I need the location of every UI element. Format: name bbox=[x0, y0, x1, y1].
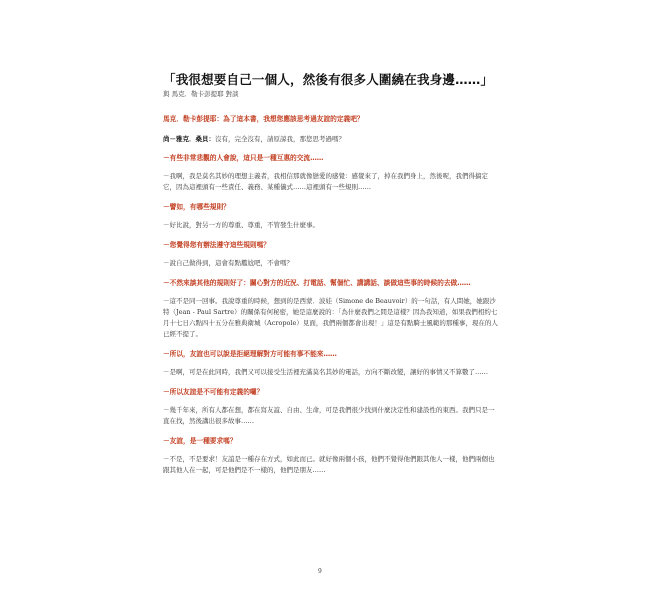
dialogue-block bbox=[163, 349, 498, 360]
question-text: －友誼，是一種要求嗎？ bbox=[163, 437, 237, 445]
dialogue-block bbox=[163, 220, 498, 231]
dialogue-block bbox=[163, 278, 498, 289]
dialogue-block bbox=[163, 387, 498, 398]
question-text: －所以，友誼也可以說是拒絕理解對方可能有事不能來…… bbox=[163, 350, 337, 358]
page-number: 9 bbox=[318, 568, 322, 575]
dialogue-block bbox=[163, 436, 498, 447]
answer-text: －這不是同一回事。我說尊重的時候，想到的是西蒙．波娃（Simone de Beauvoir）的一句話，有人問她，她跟沙特（Jean - Paul Sartre）的關係有何秘密，她是這麼說的：「為什麼我們之間是這樣？因為我知道，如果我們相約七月十七日六點四十五分在雅典衛城（Acropole）見面，我們兩個都會出現！」這是有點騎士風範的那種事，現在的人已經不提了。 bbox=[163, 297, 498, 338]
dialogue-block bbox=[163, 367, 498, 378]
question-text: －不然來談其他的規則好了：關心對方的近況、打電話、幫個忙、講講話、談做這些事的時候的去做…… bbox=[163, 279, 471, 287]
dialogue-block bbox=[163, 240, 498, 251]
dialogue-block bbox=[163, 405, 498, 427]
dialogue-block bbox=[163, 296, 498, 340]
byline: 與 馬克．勒卡彭提耶 對談 bbox=[163, 90, 239, 98]
dialogue bbox=[163, 114, 498, 476]
dialogue-block bbox=[163, 171, 498, 193]
chapter-title: 「我很想要自己一個人，然後有很多人圍繞在我身邊……」 bbox=[163, 72, 494, 87]
speaker-reply: 沒有，完全沒有，請原諒我，那您思考過嗎？ bbox=[215, 135, 345, 143]
dialogue-block bbox=[163, 114, 498, 125]
question-text: －有些非常悲觀的人會說，這只是一種互惠的交流…… bbox=[163, 154, 324, 162]
question-text: －您覺得您有辦法遵守這些規則嗎？ bbox=[163, 241, 270, 249]
dialogue-block bbox=[163, 153, 498, 164]
answer-text: －好比說，對另一方的尊重、尊重，不管發生什麼事。 bbox=[163, 221, 319, 229]
question-text: －所以友誼是不可能有定義的囉？ bbox=[163, 388, 264, 396]
dialogue-block bbox=[163, 258, 498, 269]
dialogue-block bbox=[163, 202, 498, 213]
dialogue-block bbox=[163, 454, 498, 476]
dialogue-block bbox=[163, 134, 498, 145]
answer-text: －不是，不是要求！友誼是一種存在方式，如此而已。就好像兩個小孩，他們不覺得他們跟其他人一樣，他們兩個也跟其他人在一起，可是他們是不一樣的，他們是朋友…… bbox=[163, 455, 495, 474]
answer-text: －說自己做得到，這會有點尷尬吧，不會嗎？ bbox=[163, 259, 293, 267]
answer-text: －是啊，可是在此同時，我們又可以接受生活裡充滿莫名其妙的電話，方向不斷改變，讓好的事情又不算數了…… bbox=[163, 368, 488, 376]
answer-text: －我啊，我是莫名其妙的理想主義者，我相信那就像戀愛的感覺：感覺來了，掉在我們身上，然後呢，我們得搞定它，因為這裡頭有一些責任、義務、某種儀式……這裡頭有一些規則…… bbox=[163, 172, 488, 191]
question-text: 馬克．勒卡彭提耶：為了這本書，我想您應該思考過友誼的定義吧？ bbox=[163, 115, 364, 123]
page-content bbox=[163, 72, 498, 476]
speaker-name: 尚－雅克．桑貝： bbox=[163, 135, 215, 143]
question-text: －譬如，有哪些規則？ bbox=[163, 203, 230, 211]
answer-text: －幾千年來，所有人都在想，都在寫友誼、自由、生命，可是我們很少找到什麼決定性和建設性的東西。我們只是一直在找，然後講出很多故事…… bbox=[163, 406, 495, 425]
